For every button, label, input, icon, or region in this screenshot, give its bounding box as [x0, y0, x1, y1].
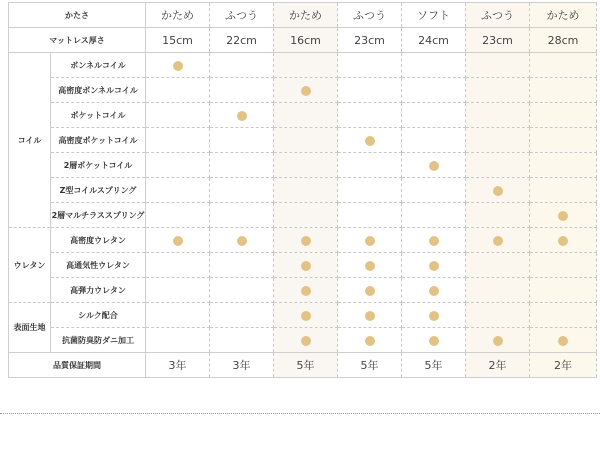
feature-cell — [466, 303, 530, 328]
feature-cell — [530, 303, 597, 328]
feature-cell — [530, 278, 597, 303]
feature-row — [9, 328, 597, 353]
feature-cell — [210, 253, 274, 278]
feature-row — [9, 78, 597, 103]
feature-row — [9, 203, 597, 228]
feature-cell — [274, 328, 338, 353]
warranty-cell: 5年 — [274, 353, 338, 378]
feature-cell — [402, 128, 466, 153]
feature-cell — [466, 103, 530, 128]
feature-cell — [274, 128, 338, 153]
feature-cell — [210, 178, 274, 203]
thickness-cell: 15cm — [146, 28, 210, 53]
feature-cell — [466, 278, 530, 303]
thickness-row — [9, 28, 597, 53]
feature-cell — [530, 53, 597, 78]
feature-cell — [210, 128, 274, 153]
included-dot-icon — [493, 336, 503, 346]
feature-cell — [466, 53, 530, 78]
feature-cell — [402, 153, 466, 178]
feature-cell — [274, 178, 338, 203]
feature-row — [9, 278, 597, 303]
feature-cell — [274, 228, 338, 253]
warranty-cell: 2年 — [466, 353, 530, 378]
firmness-cell: かため — [530, 3, 597, 28]
feature-cell — [146, 128, 210, 153]
feature-label: シルク配合 — [51, 303, 146, 328]
feature-cell — [210, 53, 274, 78]
warranty-label: 品質保証期間 — [9, 353, 146, 378]
feature-cell — [338, 253, 402, 278]
firmness-cell: かため — [274, 3, 338, 28]
feature-cell — [402, 178, 466, 203]
feature-cell — [274, 203, 338, 228]
feature-row — [9, 253, 597, 278]
included-dot-icon — [365, 136, 375, 146]
feature-label: ポケットコイル — [51, 103, 146, 128]
feature-label: 高密度ボンネルコイル — [51, 78, 146, 103]
feature-cell — [466, 203, 530, 228]
feature-cell — [402, 228, 466, 253]
included-dot-icon — [429, 286, 439, 296]
included-dot-icon — [429, 311, 439, 321]
feature-cell — [338, 153, 402, 178]
feature-cell — [338, 128, 402, 153]
feature-cell — [466, 228, 530, 253]
feature-cell — [146, 203, 210, 228]
included-dot-icon — [365, 236, 375, 246]
feature-cell — [274, 253, 338, 278]
included-dot-icon — [301, 311, 311, 321]
firmness-cell: ふつう — [338, 3, 402, 28]
feature-row — [9, 178, 597, 203]
feature-row — [9, 153, 597, 178]
included-dot-icon — [173, 236, 183, 246]
feature-cell — [210, 78, 274, 103]
feature-cell — [146, 278, 210, 303]
feature-row — [9, 228, 597, 253]
included-dot-icon — [429, 261, 439, 271]
included-dot-icon — [493, 186, 503, 196]
feature-cell — [146, 253, 210, 278]
feature-cell — [338, 228, 402, 253]
warranty-cell: 2年 — [530, 353, 597, 378]
firmness-row — [9, 3, 597, 28]
thickness-cell: 23cm — [338, 28, 402, 53]
thickness-cell: 28cm — [530, 28, 597, 53]
feature-row — [9, 303, 597, 328]
feature-label: 高密度ウレタン — [51, 228, 146, 253]
feature-cell — [338, 203, 402, 228]
feature-cell — [274, 103, 338, 128]
feature-label: 抗菌防臭防ダニ加工 — [51, 328, 146, 353]
feature-cell — [210, 303, 274, 328]
feature-label: Z型コイルスプリング — [51, 178, 146, 203]
firmness-label: かたさ — [9, 3, 146, 28]
thickness-cell: 23cm — [466, 28, 530, 53]
group-label-fabric: 表面生地 — [9, 303, 51, 353]
feature-cell — [466, 253, 530, 278]
feature-cell — [274, 303, 338, 328]
included-dot-icon — [365, 311, 375, 321]
included-dot-icon — [558, 336, 568, 346]
feature-cell — [530, 228, 597, 253]
firmness-cell: ふつう — [210, 3, 274, 28]
spec-comparison-table — [8, 2, 597, 378]
feature-cell — [146, 78, 210, 103]
feature-label: ボンネルコイル — [51, 53, 146, 78]
included-dot-icon — [493, 236, 503, 246]
footer-divider — [0, 413, 600, 414]
included-dot-icon — [301, 86, 311, 96]
warranty-cell: 3年 — [210, 353, 274, 378]
feature-cell — [402, 203, 466, 228]
thickness-label: マットレス厚さ — [9, 28, 146, 53]
feature-cell — [402, 303, 466, 328]
feature-label: 高通気性ウレタン — [51, 253, 146, 278]
spec-body — [9, 53, 597, 353]
feature-cell — [146, 303, 210, 328]
included-dot-icon — [558, 236, 568, 246]
feature-cell — [466, 78, 530, 103]
feature-cell — [210, 203, 274, 228]
feature-cell — [274, 153, 338, 178]
feature-cell — [146, 153, 210, 178]
feature-cell — [210, 228, 274, 253]
feature-cell — [466, 328, 530, 353]
thickness-cell: 16cm — [274, 28, 338, 53]
feature-cell — [530, 178, 597, 203]
feature-cell — [146, 53, 210, 78]
feature-row — [9, 128, 597, 153]
feature-cell — [466, 128, 530, 153]
included-dot-icon — [365, 336, 375, 346]
feature-label: 高弾力ウレタン — [51, 278, 146, 303]
included-dot-icon — [237, 111, 247, 121]
feature-label: 2層ポケットコイル — [51, 153, 146, 178]
feature-cell — [274, 278, 338, 303]
feature-cell — [530, 253, 597, 278]
feature-cell — [530, 78, 597, 103]
feature-cell — [466, 153, 530, 178]
feature-cell — [338, 278, 402, 303]
feature-cell — [530, 153, 597, 178]
feature-cell — [338, 328, 402, 353]
feature-cell — [146, 328, 210, 353]
included-dot-icon — [301, 236, 311, 246]
thickness-cell: 24cm — [402, 28, 466, 53]
feature-cell — [402, 103, 466, 128]
feature-cell — [338, 78, 402, 103]
feature-label: 2層マルチラススプリング — [51, 203, 146, 228]
included-dot-icon — [173, 61, 183, 71]
firmness-cell: かため — [146, 3, 210, 28]
included-dot-icon — [301, 286, 311, 296]
feature-cell — [530, 128, 597, 153]
feature-cell — [402, 278, 466, 303]
feature-cell — [402, 53, 466, 78]
included-dot-icon — [237, 236, 247, 246]
feature-cell — [530, 103, 597, 128]
feature-cell — [210, 328, 274, 353]
feature-cell — [210, 103, 274, 128]
feature-row — [9, 53, 597, 78]
feature-label: 高密度ポケットコイル — [51, 128, 146, 153]
feature-cell — [530, 203, 597, 228]
warranty-cell: 5年 — [338, 353, 402, 378]
feature-cell — [402, 328, 466, 353]
included-dot-icon — [429, 236, 439, 246]
feature-cell — [338, 303, 402, 328]
feature-cell — [146, 103, 210, 128]
feature-cell — [210, 278, 274, 303]
feature-cell — [210, 153, 274, 178]
included-dot-icon — [558, 211, 568, 221]
feature-cell — [338, 178, 402, 203]
feature-cell — [530, 328, 597, 353]
feature-cell — [338, 53, 402, 78]
group-label-urethane: ウレタン — [9, 228, 51, 303]
feature-cell — [146, 178, 210, 203]
included-dot-icon — [429, 336, 439, 346]
feature-cell — [402, 78, 466, 103]
group-label-coil: コイル — [9, 53, 51, 228]
feature-cell — [338, 103, 402, 128]
feature-row — [9, 103, 597, 128]
warranty-cell: 3年 — [146, 353, 210, 378]
feature-cell — [466, 178, 530, 203]
feature-cell — [146, 228, 210, 253]
included-dot-icon — [301, 336, 311, 346]
warranty-row — [9, 353, 597, 378]
included-dot-icon — [301, 261, 311, 271]
firmness-cell: ソフト — [402, 3, 466, 28]
feature-cell — [274, 78, 338, 103]
feature-cell — [402, 253, 466, 278]
warranty-cell: 5年 — [402, 353, 466, 378]
thickness-cell: 22cm — [210, 28, 274, 53]
included-dot-icon — [365, 261, 375, 271]
firmness-cell: ふつう — [466, 3, 530, 28]
feature-cell — [274, 53, 338, 78]
included-dot-icon — [365, 286, 375, 296]
included-dot-icon — [429, 161, 439, 171]
